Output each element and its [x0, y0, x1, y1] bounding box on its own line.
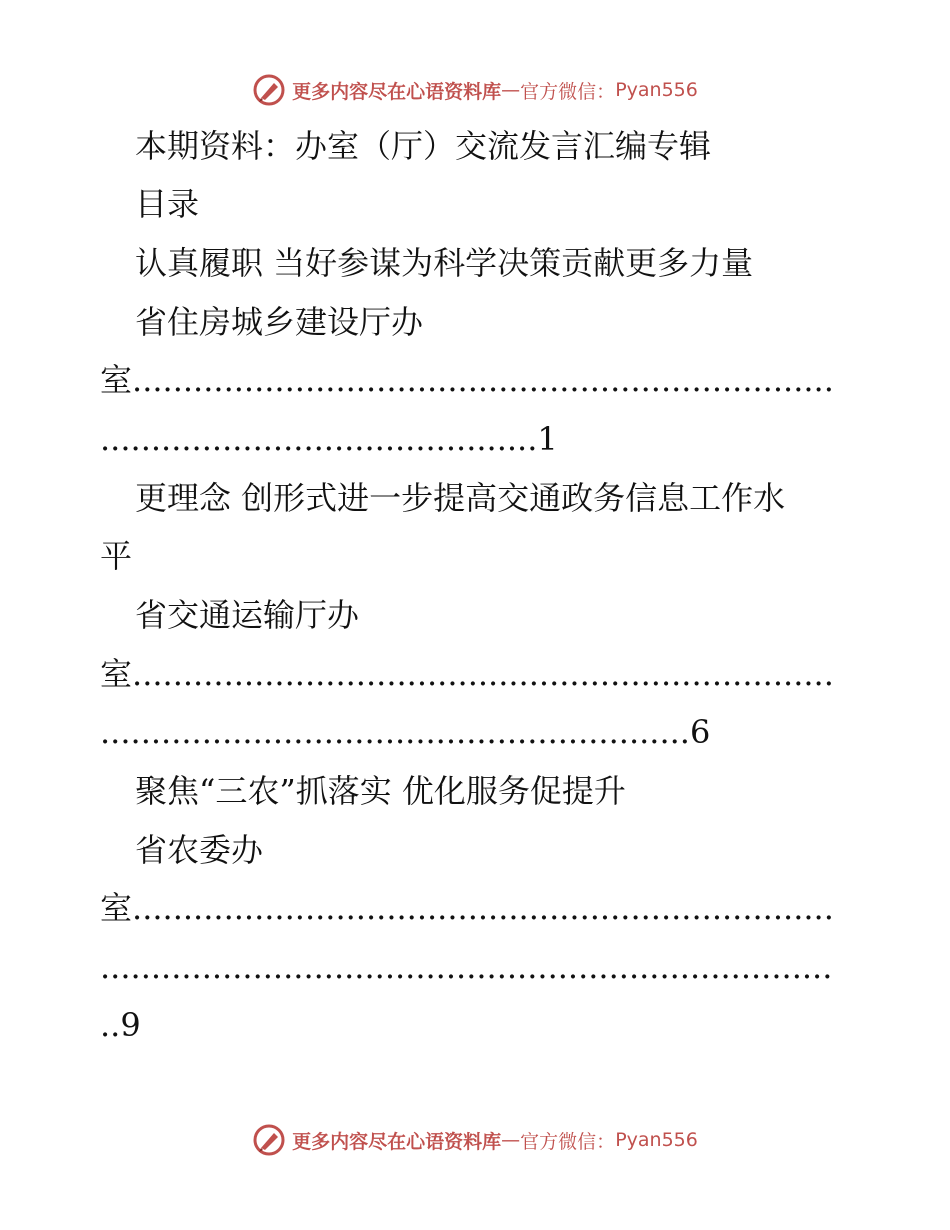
- issue-heading: 本期资料：办室（厅）交流发言汇编专辑: [135, 127, 712, 165]
- toc-org-tail: 室: [100, 361, 133, 399]
- toc-entry-title: 聚焦“三农”抓落实 优化服务促提升: [135, 772, 626, 810]
- toc-entry-leader: [100, 654, 834, 694]
- dot-leader: ..: [100, 1006, 121, 1044]
- header-watermark: [0, 70, 950, 110]
- toc-page-number: 1: [537, 420, 558, 458]
- pen-logo-icon: [252, 1123, 286, 1157]
- toc-entry-leader-cont: [100, 947, 832, 987]
- toc-page-number: 9: [120, 1006, 141, 1044]
- toc-page-number: 6: [689, 713, 711, 751]
- toc-org-tail: 室: [100, 655, 133, 693]
- dot-leader: .....................................................................: [132, 655, 834, 693]
- wechat-label: 官方微信：: [520, 80, 616, 103]
- toc-entry-org: 省交通运输厅办: [135, 596, 360, 634]
- pen-logo-icon: [252, 73, 286, 107]
- toc-entry-org: 省农委办: [135, 831, 264, 869]
- dot-leader: .....................................................................: [132, 361, 834, 399]
- dot-leader: ...........................................: [100, 420, 538, 458]
- toc-org-tail: 室: [100, 889, 133, 927]
- toc-entry-title: 更理念 创形式进一步提高交通政务信息工作水: [135, 479, 786, 517]
- toc-title: 目录: [135, 185, 200, 223]
- brand-text: 更多内容尽在心语资料库: [292, 1130, 502, 1153]
- toc-entry-title-wrap: 平: [100, 537, 133, 575]
- toc-entry-leader-end: [100, 419, 558, 459]
- toc-entry-org: 省住房城乡建设厅办: [135, 303, 424, 341]
- brand-text: 更多内容尽在心语资料库: [292, 80, 502, 103]
- toc-entry-leader-end: [100, 1005, 141, 1045]
- banner-dash: —: [501, 1129, 521, 1151]
- toc-entry-title: 认真履职 当好参谋为科学决策贡献更多力量: [135, 244, 754, 282]
- toc-entry-leader: [100, 888, 834, 928]
- dot-leader: ..........................................................: [100, 713, 690, 751]
- dot-leader: ........................................................................: [100, 948, 833, 986]
- dot-leader: .....................................................................: [132, 889, 834, 927]
- toc-entry-leader: [100, 360, 834, 400]
- wechat-id: Pyan556: [615, 79, 698, 101]
- footer-watermark: [0, 1120, 950, 1160]
- wechat-label: 官方微信：: [520, 1130, 616, 1153]
- wechat-id: Pyan556: [615, 1129, 698, 1151]
- toc-entry-leader-end: [100, 712, 710, 752]
- banner-dash: —: [501, 79, 521, 101]
